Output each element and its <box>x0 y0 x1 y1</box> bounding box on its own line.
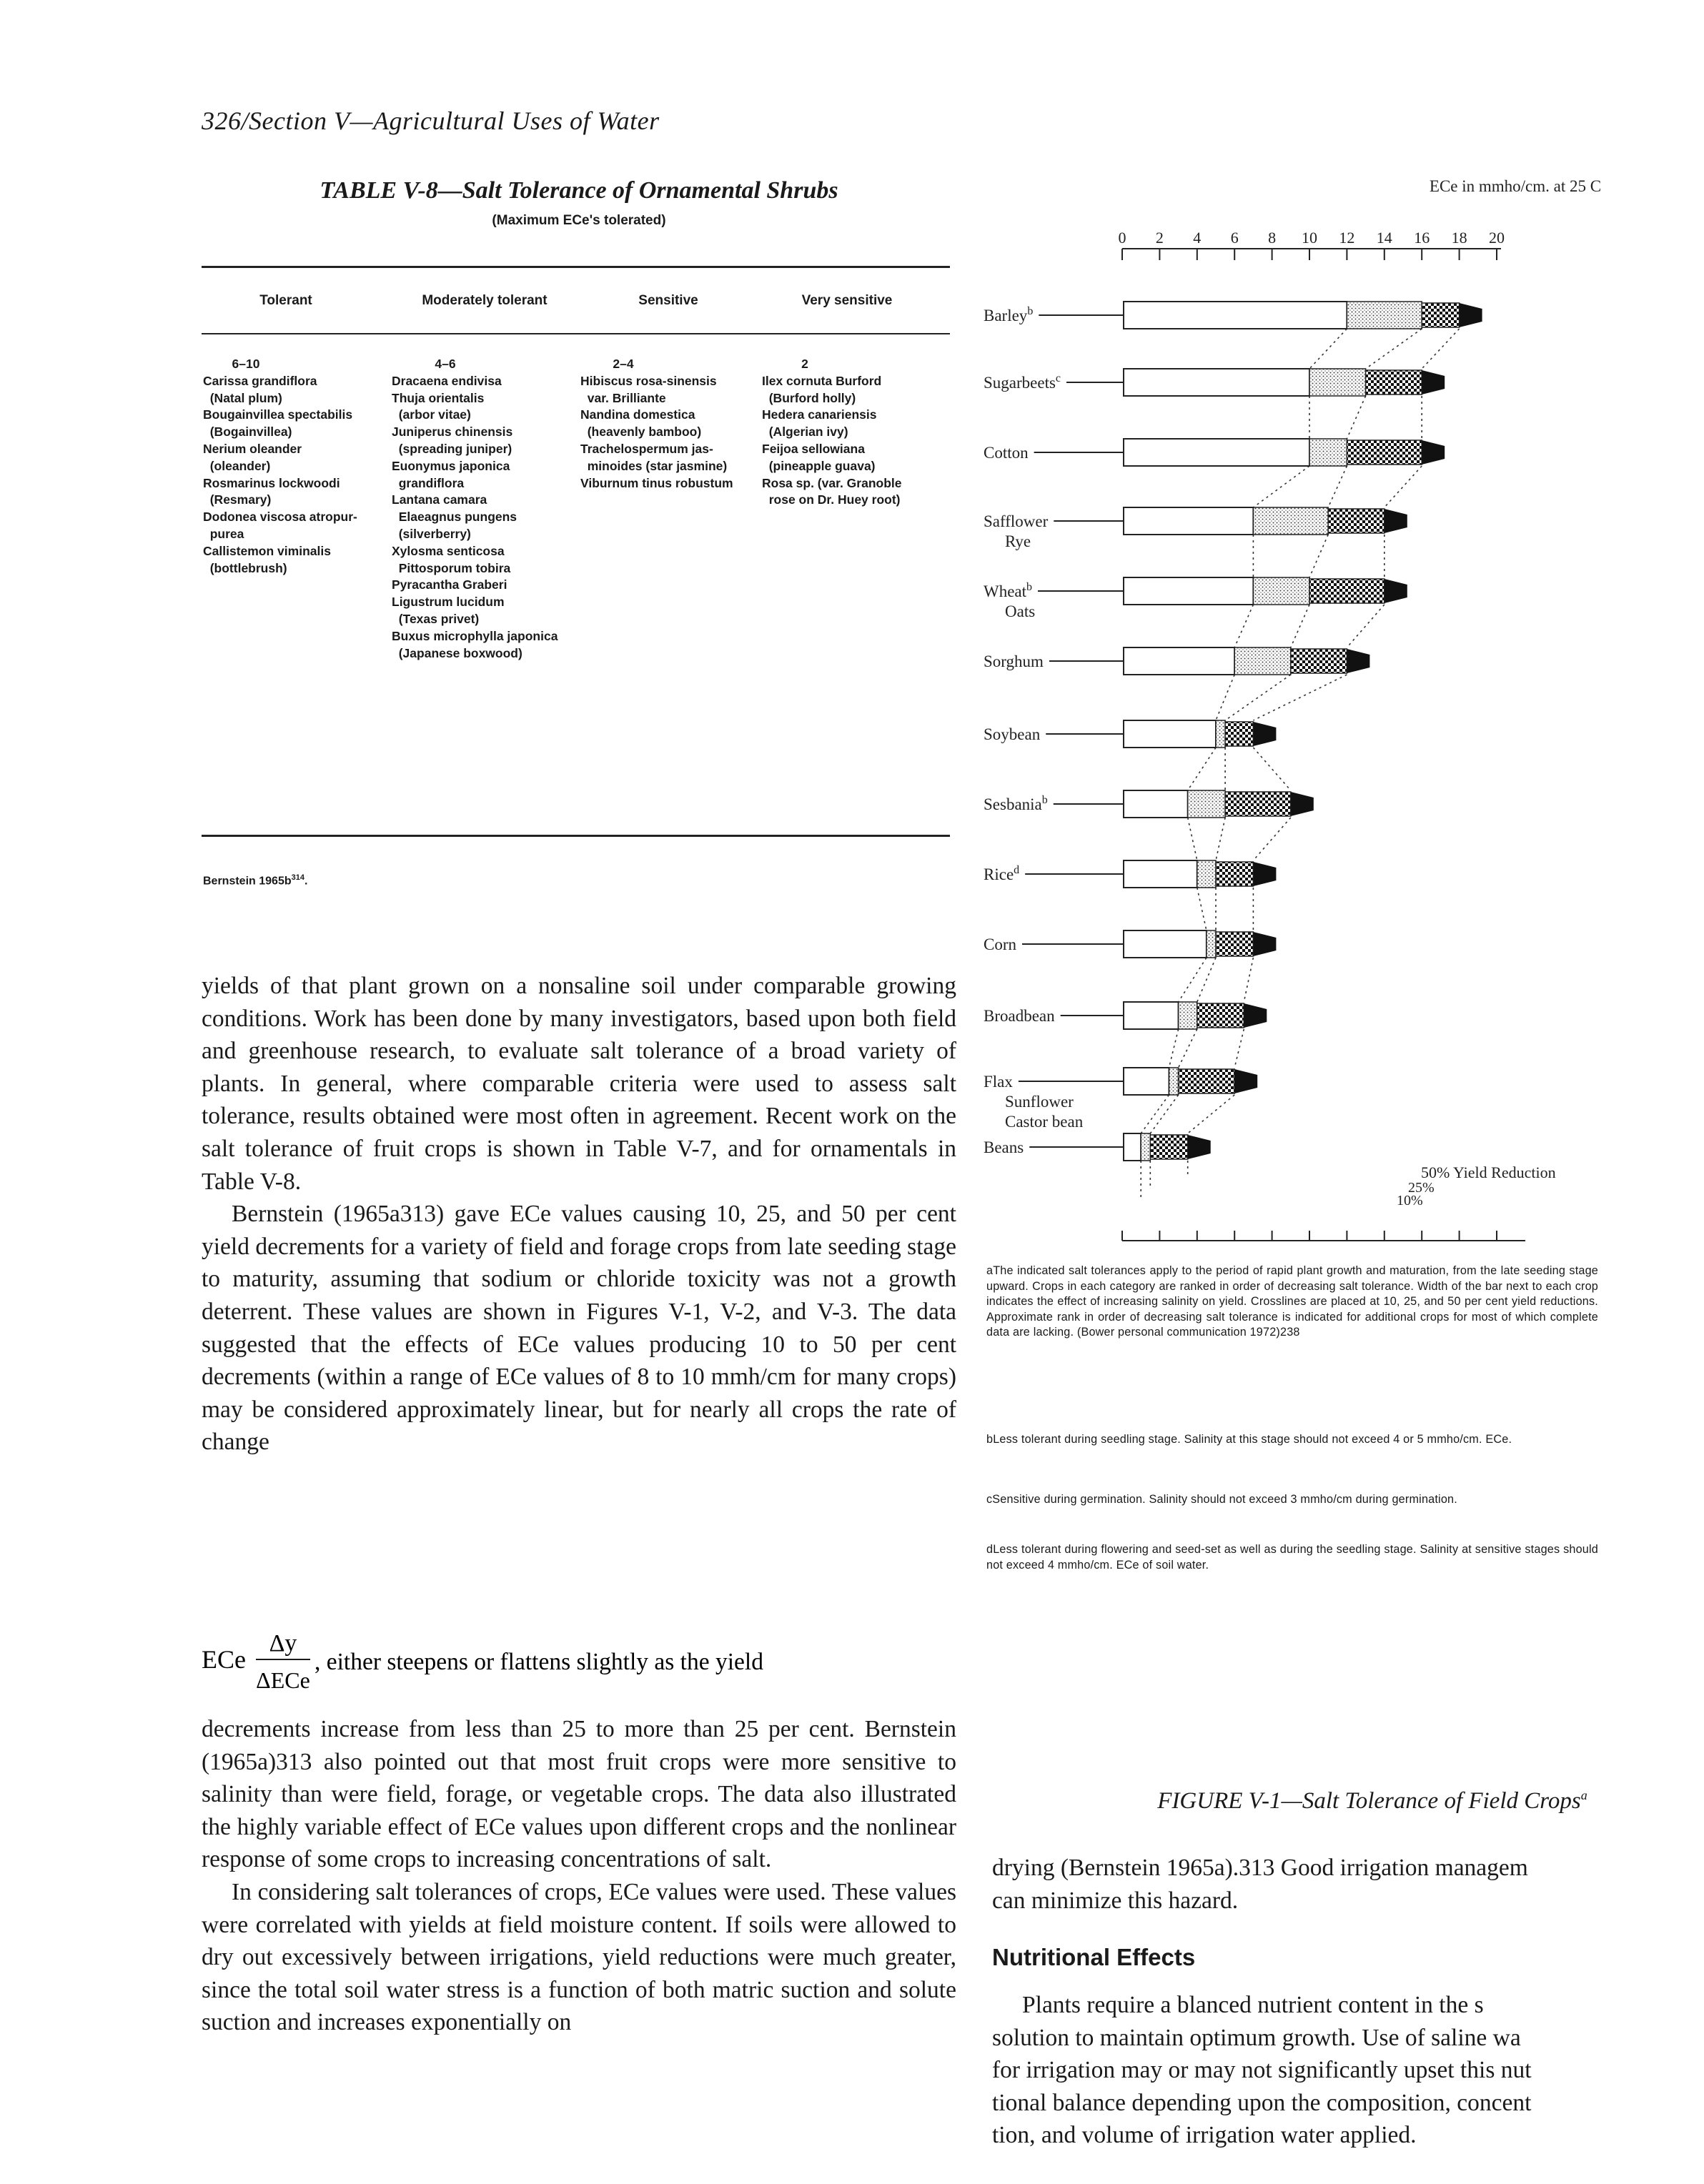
table-cell-line: (pineapple guava) <box>762 458 876 473</box>
bar-tail <box>1422 440 1445 465</box>
bar-tail <box>1291 792 1314 816</box>
bar-10-25-segment <box>1216 720 1225 748</box>
table-cell-line: (silverberry) <box>392 526 471 541</box>
crop-bar-wheat <box>984 577 1407 620</box>
crop-label: Beans <box>984 1138 1024 1156</box>
bars <box>984 302 1482 1161</box>
crossline <box>1216 818 1225 860</box>
crop-label: Broadbean <box>984 1007 1055 1025</box>
crop-footnote-mark: b <box>1026 581 1033 593</box>
table-cell-line: Bougainvillea spectabilis <box>203 407 353 422</box>
table-column-very-sensitive <box>762 356 901 509</box>
bar-10-25-segment <box>1141 1133 1150 1161</box>
table-col-heading: Tolerant <box>259 293 312 308</box>
crop-label: Barley$^b$ <box>984 305 1034 324</box>
bar-10-25-segment <box>1197 860 1216 888</box>
yield-10-label: 10% <box>1397 1193 1423 1208</box>
formula-numerator: Δy <box>269 1630 297 1657</box>
table-column-tolerant <box>203 356 357 577</box>
section-heading: Nutritional Effects <box>992 1944 1196 1970</box>
crop-bar-sesbania <box>984 790 1314 818</box>
table-range-value: 6–10 <box>232 357 260 371</box>
crop-bar-sorghum <box>984 647 1369 675</box>
crossline <box>1188 748 1216 790</box>
bar-10-25-segment <box>1188 790 1225 818</box>
crossline <box>1216 675 1234 720</box>
left-column-text-2 <box>202 1713 956 2039</box>
salt-tolerance-chart <box>979 172 1704 1258</box>
x-axis-title: ECe in mmho/cm. at 25 C <box>1429 177 1602 195</box>
table-cell-line: Euonymus japonica <box>392 458 510 473</box>
table-cell-line: Dodonea viscosa atropur- <box>203 510 357 525</box>
x-tick-label: 4 <box>1193 229 1202 247</box>
formula <box>202 1618 956 1698</box>
table-cell-line: Buxus microphylla japonica <box>392 628 558 643</box>
crop-footnote-mark: b <box>1041 794 1048 806</box>
bar-10-25-segment <box>1309 439 1347 466</box>
bar-tail <box>1244 1003 1267 1028</box>
paragraph: Bernstein (1965a313) gave ECe values causing 10, 25, and 50 per cent yield decrements for a variety of field and forage crops from late seeding stage to maturity, assuming that sodium or chloride toxicity was not a growth deterrent. These values are shown in Figures V-1, V-2, and V-3. The data suggested that the effects of ECe values producing 10 to 50 per cent decrements (within a range of ECe values of 8 to 10 mmh/cm for many crops) may be considered approximately linear, but for nearly all crops the rate of change <box>202 1201 956 1456</box>
table-cell-line: Trachelospermum jas- <box>580 441 713 456</box>
x-tick-label: 18 <box>1451 229 1467 247</box>
crossline <box>1253 748 1290 790</box>
table-title: TABLE V-8—Salt Tolerance of Ornamental Shrubs <box>320 177 838 204</box>
crossline <box>1347 605 1384 647</box>
bar-tail <box>1384 579 1407 603</box>
crop-bar-corn <box>984 930 1276 958</box>
bar-25-50-segment <box>1328 509 1384 533</box>
table-cell-line: (oleander) <box>203 458 271 473</box>
table-column-moderately-tolerant <box>392 356 558 662</box>
text-line: Plants require a blanced nutrient content in the s <box>1022 1992 1484 2018</box>
crossline <box>1309 329 1347 369</box>
crop-bar-sugarbeets <box>984 369 1445 396</box>
crop-footnote-mark: b <box>1027 305 1034 317</box>
table-cell-line: Nandina domestica <box>580 407 695 422</box>
table-cell-line: Carissa grandiflora <box>203 373 317 388</box>
right-column-text-top <box>992 1852 1704 1917</box>
formula-lhs: ECe <box>202 1645 246 1674</box>
crossline <box>1366 329 1422 369</box>
x-tick-label: 2 <box>1155 229 1164 247</box>
crossline <box>1422 329 1459 369</box>
x-tick-label: 6 <box>1230 229 1239 247</box>
crop-bar-beans <box>984 1133 1211 1161</box>
figure-caption-text: FIGURE V-1—Salt Tolerance of Field Crops <box>1157 1788 1581 1814</box>
bar-tail <box>1253 862 1276 886</box>
bar-tail <box>1384 509 1407 533</box>
bar-tolerant-segment <box>1124 1002 1179 1029</box>
bar-25-50-segment <box>1216 862 1253 886</box>
table-cell-line: (Burford holly) <box>762 390 856 405</box>
bar-tail <box>1422 370 1445 394</box>
table-cell-line: (Natal plum) <box>203 390 282 405</box>
table-cell-line: Elaeagnus pungens <box>392 510 517 525</box>
bar-25-50-segment <box>1179 1069 1235 1093</box>
formula-denominator: ΔECe <box>256 1667 310 1693</box>
table-cell-line: Callistemon viminalis <box>203 543 331 558</box>
crop-label: Rye <box>1005 532 1031 550</box>
bar-tail <box>1253 932 1276 956</box>
crop-label: Sunflower <box>1005 1093 1074 1111</box>
x-tick-label: 12 <box>1339 229 1355 247</box>
crop-label: Rice$^d$ <box>984 864 1020 883</box>
bar-tail <box>1460 303 1482 327</box>
yield-25-label: 25% <box>1408 1180 1435 1196</box>
table-cell-line: (arbor vitae) <box>392 407 471 422</box>
table-cell-line: Pittosporum tobira <box>392 560 511 575</box>
table-col-heading: Very sensitive <box>801 293 893 308</box>
table-range-value: 2 <box>801 357 808 371</box>
table-cell-line: Xylosma senticosa <box>392 543 505 558</box>
table-cell-line: (Japanese boxwood) <box>392 645 522 660</box>
x-tick-label: 8 <box>1268 229 1277 247</box>
crop-bar-cotton <box>984 439 1445 466</box>
bar-tolerant-segment <box>1124 369 1309 396</box>
crossline <box>1188 818 1197 860</box>
figure-footnote: cSensitive during germination. Salinity should not exceed 3 mmho/cm during germination. <box>986 1493 1457 1506</box>
table-cell-line: Thuja orientalis <box>392 390 485 405</box>
formula-svg <box>202 1618 956 1698</box>
figure-caption-mark: a <box>1580 1788 1587 1802</box>
crop-label: Wheat$^b$ <box>984 581 1033 600</box>
bar-tolerant-segment <box>1124 577 1253 605</box>
formula-text: , either steepens or flattens slightly as the yield <box>314 1649 763 1675</box>
bar-25-50-segment <box>1216 932 1253 956</box>
text-line: solution to maintain optimum growth. Use of saline wa <box>992 2024 1521 2051</box>
bar-25-50-segment <box>1347 440 1422 465</box>
text-line: for irrigation may or may not significantly upset this nut <box>992 2057 1532 2084</box>
crop-label: Flax <box>984 1073 1013 1091</box>
table-cell-line: Dracaena endivisa <box>392 373 502 388</box>
text-line: tion, and volume of irrigation water applied. <box>992 2122 1417 2149</box>
table-cell-line: Rosa sp. (var. Granoble <box>762 475 902 490</box>
bar-25-50-segment <box>1225 722 1253 746</box>
bar-tolerant-segment <box>1124 720 1216 748</box>
bar-tolerant-segment <box>1124 790 1188 818</box>
x-tick-label: 20 <box>1489 229 1505 247</box>
bar-10-25-segment <box>1234 647 1291 675</box>
table-cell-line: (Texas privet) <box>392 611 480 626</box>
crossline <box>1188 1095 1235 1133</box>
crossline <box>1179 958 1207 1002</box>
running-header: 326/Section V—Agricultural Uses of Water <box>202 106 660 135</box>
crop-label: Sesbania$^b$ <box>984 794 1048 813</box>
right-column-text-bottom <box>992 1989 1704 2152</box>
crossline <box>1197 888 1207 930</box>
table-cell-line: Ligustrum lucidum <box>392 595 505 610</box>
table-cell-line: (Algerian ivy) <box>762 425 848 440</box>
crossline <box>1197 958 1216 1002</box>
table-cell-line: minoides (star jasmine) <box>580 458 728 473</box>
bar-10-25-segment <box>1253 577 1309 605</box>
bar-25-50-segment <box>1197 1003 1244 1028</box>
table-cell-line: grandiflora <box>392 475 465 490</box>
bar-10-25-segment <box>1179 1002 1197 1029</box>
crossline <box>1253 818 1290 860</box>
figure-footnote: bLess tolerant during seedling stage. Salinity at this stage should not exceed 4 or 5 mmho/cm. ECe. <box>986 1433 1512 1446</box>
table-cell-line: Viburnum tinus robustum <box>580 475 733 490</box>
crossline <box>1234 605 1253 647</box>
table-range-value: 4–6 <box>435 357 456 371</box>
crop-label: Castor bean <box>1005 1113 1084 1131</box>
bar-tail <box>1188 1135 1211 1159</box>
crop-label: Oats <box>1005 602 1036 620</box>
crop-bar-safflower <box>984 507 1407 550</box>
text-line: drying (Bernstein 1965a).313 Good irrigation managem <box>992 1855 1528 1881</box>
table-cell-line: Hibiscus rosa-sinensis <box>580 373 717 388</box>
x-axis <box>1119 229 1505 260</box>
table-source-text: Bernstein 1965b <box>203 875 292 888</box>
table-head-rule <box>202 333 950 334</box>
bar-10-25-segment <box>1169 1068 1179 1095</box>
crop-bar-broadbean <box>984 1002 1267 1029</box>
crop-bar-barley <box>984 302 1482 329</box>
yield-reduction-labels <box>1397 1163 1556 1208</box>
x-tick-label: 10 <box>1302 229 1317 247</box>
crossline <box>1234 1029 1244 1068</box>
paragraph: decrements increase from less than 25 to more than 25 per cent. Bernstein (1965a)313 also pointed out that most fruit crops were more sensitive to salinity than were field, forage, or vegetable crops. The data also illustrated the highly variable effect of ECe values upon different crops and the nonlinear response of some crops to increasing concentrations of salt. <box>202 1716 956 1873</box>
table-col-heading: Moderately tolerant <box>422 293 548 308</box>
crop-label: Sugarbeets$^c$ <box>984 372 1061 392</box>
bar-10-25-segment <box>1309 369 1366 396</box>
table-column-sensitive <box>580 356 733 492</box>
figure-caption <box>1036 1788 1704 1815</box>
paragraph: In considering salt tolerances of crops, ECe values were used. These values were correlated with yields at field moisture content. If soils were allowed to dry out excessively between irrigations, yield reductions were much greater, since the total soil water stress is a function of both matric suction and solute suction and increases exponentially on <box>202 1878 956 2036</box>
bar-10-25-segment <box>1253 507 1328 535</box>
crop-label: Cotton <box>984 444 1029 462</box>
table-col-heading: Sensitive <box>638 293 698 308</box>
crossline <box>1179 1029 1197 1068</box>
table-cell-line: var. Brilliante <box>580 390 666 405</box>
bar-25-50-segment <box>1309 579 1384 603</box>
table-cell-line: Ilex cornuta Burford <box>762 373 882 388</box>
crop-footnote-mark: c <box>1055 372 1061 384</box>
bar-tolerant-segment <box>1124 1068 1169 1095</box>
table-cell-line: (spreading juniper) <box>392 441 512 456</box>
bar-tail <box>1253 722 1276 746</box>
crossline <box>1244 958 1253 1002</box>
bar-tolerant-segment <box>1124 1133 1141 1161</box>
table-cell-line: Pyracantha Graberi <box>392 577 507 592</box>
crop-label: Sorghum <box>984 652 1044 670</box>
crop-bar-flax <box>984 1068 1257 1131</box>
bar-tolerant-segment <box>1124 647 1234 675</box>
bar-10-25-segment <box>1347 302 1422 329</box>
bar-tolerant-segment <box>1124 930 1207 958</box>
table-cell-line: purea <box>203 526 244 541</box>
bar-tolerant-segment <box>1124 439 1309 466</box>
bar-tolerant-segment <box>1124 860 1197 888</box>
bar-10-25-segment <box>1207 930 1216 958</box>
bottom-scale <box>1122 1231 1525 1241</box>
table-source: Bernstein $1965b^{314}$. <box>203 873 308 888</box>
crossline <box>1384 466 1422 507</box>
table-cell-line: (Bogainvillea) <box>203 425 292 440</box>
bar-25-50-segment <box>1291 649 1347 673</box>
bar-tail <box>1234 1069 1257 1093</box>
x-tick-label: 0 <box>1118 229 1126 247</box>
bar-tolerant-segment <box>1124 507 1253 535</box>
table-cell-line: Juniperus chinensis <box>392 425 513 440</box>
table-cell-line: Rosmarinus lockwoodi <box>203 475 340 490</box>
crop-bar-rice <box>984 860 1276 888</box>
table-cell-line: (heavenly bamboo) <box>580 425 702 440</box>
crop-label: Corn <box>984 935 1016 953</box>
crossline <box>1253 675 1347 720</box>
bar-tolerant-segment <box>1124 302 1347 329</box>
table-cell-line: Lantana camara <box>392 492 487 507</box>
bar-tail <box>1347 649 1369 673</box>
x-tick-label: 16 <box>1414 229 1430 247</box>
crossline <box>1225 675 1291 720</box>
table-top-rule <box>202 266 950 268</box>
paragraph: yields of that plant grown on a nonsaline soil under comparable growing conditions. Work has been done by many investigators, based upon both field and greenhouse research, to evaluate salt tolerance of a broad variety of plants. In general, where comparable criteria were used to assess salt tolerance, results obtained were most often in agreement. Recent work on the salt tolerance of fruit crops is shown in Table V-7, and for ornamentals in Table V-8. <box>202 973 956 1195</box>
bar-25-50-segment <box>1366 370 1422 394</box>
table-cell-line: (Resmary) <box>203 492 272 507</box>
crossline <box>1169 1029 1179 1068</box>
text-line: can minimize this hazard. <box>992 1887 1239 1914</box>
table-cell-line: (bottlebrush) <box>203 560 287 575</box>
table-cell-line: Hedera canariensis <box>762 407 877 422</box>
table-cell-line: rose on Dr. Huey root) <box>762 492 901 507</box>
crop-label: Soybean <box>984 725 1041 743</box>
crossline <box>1309 535 1328 577</box>
crossline <box>1253 466 1309 507</box>
bar-25-50-segment <box>1225 792 1291 816</box>
table-range-value: 2–4 <box>613 357 634 371</box>
table-bottom-rule <box>202 835 950 837</box>
bar-25-50-segment <box>1422 303 1459 327</box>
crossline <box>1328 466 1347 507</box>
crop-label: Safflower <box>984 512 1049 530</box>
text-line: tional balance depending upon the composition, concent <box>992 2089 1532 2116</box>
x-tick-label: 14 <box>1376 229 1392 247</box>
crossline <box>1347 396 1365 439</box>
crossline <box>1291 605 1309 647</box>
crop-bar-soybean <box>984 720 1276 748</box>
table-subtitle: (Maximum ECe's tolerated) <box>492 213 666 228</box>
figure-footnote: dLess tolerant during flowering and seed-set as well as during the seedling stage. Salinity at sensitive stages should not exceed 4 mmho/cm. ECe of soil water. <box>986 1543 1598 1572</box>
yield-50-label: 50% Yield Reduction <box>1421 1163 1556 1181</box>
table-cell-line: Feijoa sellowiana <box>762 441 865 456</box>
left-column-text-1 <box>202 970 956 1459</box>
bar-25-50-segment <box>1150 1135 1187 1159</box>
table-cell-line: Nerium oleander <box>203 441 302 456</box>
figure-footnote: aThe indicated salt tolerances apply to the period of rapid plant growth and maturation, from the late seeding stage upward. Crops in each category are ranked in order of decreasing salt tolerance. Width of the bar next to each crop indicates the effect of increasing salinity on yield. Crosslines are placed at 10, 25, and 50 per cent yield reductions. Approximate rank in order of decreasing salt tolerance is indicated for additional crops for most of which complete data are lacking. (Bower personal communication 1972)238 <box>986 1264 1598 1339</box>
crop-footnote-mark: d <box>1014 864 1020 876</box>
